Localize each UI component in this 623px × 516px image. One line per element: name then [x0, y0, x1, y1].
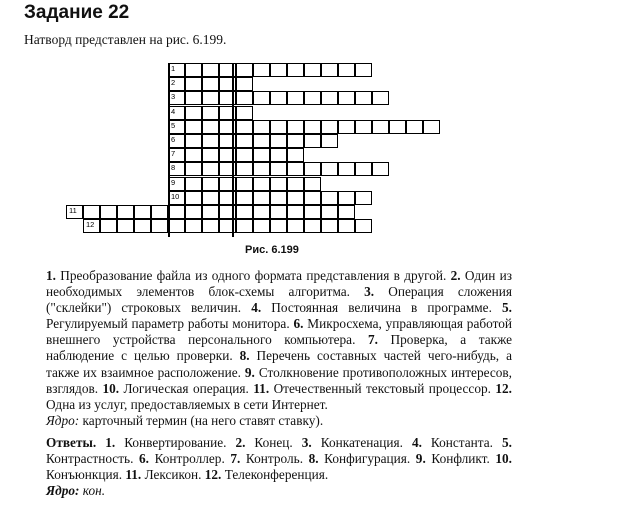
crossword-cell [287, 148, 304, 162]
crossword-cell [287, 177, 304, 191]
crossword-cell [355, 120, 372, 134]
item-text: Константа. [421, 434, 502, 450]
crossword-cell [117, 205, 134, 219]
crossword-cell [168, 205, 185, 219]
crossword-cell [253, 120, 270, 134]
crossword-cell [117, 219, 134, 233]
item-number: 9. [415, 451, 426, 467]
item-number: 1. [46, 268, 56, 283]
item-text: Постоянная величина в программе. [261, 300, 503, 316]
crossword-cell [270, 191, 287, 205]
crossword-cell [185, 106, 202, 120]
crossword-cell [287, 63, 304, 77]
crossword-cell [253, 148, 270, 162]
crossword-cell [134, 219, 151, 233]
crossword-cell [253, 91, 270, 105]
crossword-cell [236, 77, 253, 91]
crossword-cell [236, 205, 253, 219]
crossword-cell [287, 120, 304, 134]
crossword-row-number: 10 [171, 191, 180, 201]
crossword-cell [100, 219, 117, 233]
crossword-cell [355, 191, 372, 205]
crossword-cell [321, 91, 338, 105]
item-text: Конвертирование. [115, 434, 236, 450]
crossword-cell [372, 120, 389, 134]
crossword-cell [304, 134, 321, 148]
crossword-cell [202, 134, 219, 148]
crossword-cell [185, 162, 202, 176]
crossword-cell [321, 63, 338, 77]
crossword-cell [304, 120, 321, 134]
crossword-cell [355, 219, 372, 233]
crossword-cell [338, 63, 355, 77]
item-text: Проверка, а также наблюдение с целью проверки. [46, 332, 512, 364]
crossword-cell [185, 191, 202, 205]
clues-paragraph [46, 268, 512, 413]
item-number: 2. [235, 434, 246, 450]
crossword-cell [168, 191, 185, 205]
item-number: 6. [293, 316, 304, 332]
item-text: Лексикон. [141, 467, 205, 483]
crossword-cell [202, 191, 219, 205]
crossword-row-number: 4 [171, 106, 176, 116]
crossword-cell [83, 219, 100, 233]
item-text: Конъюнкция. [46, 467, 126, 483]
item-text: Контроллер. [148, 451, 231, 467]
item-text: Контроль. [240, 451, 309, 467]
crossword-cell [270, 120, 287, 134]
crossword-cell [270, 134, 287, 148]
crossword-cell [270, 148, 287, 162]
item-number: 5. [502, 434, 512, 450]
crossword-cell [270, 162, 287, 176]
item-text: Перечень составных частей чего-нибудь, а также их взаимное расположение. [46, 348, 512, 380]
crossword-cell [253, 177, 270, 191]
crossword-cell [185, 219, 202, 233]
crossword-cell [304, 162, 321, 176]
core-answer-label: Ядро: [46, 483, 80, 499]
item-text: Конфликт. [425, 451, 496, 467]
item-number: 12. [204, 467, 222, 483]
crossword-cell [270, 219, 287, 233]
core-clue-text: карточный термин (на него ставят ставку). [79, 412, 324, 428]
crossword-cell [253, 134, 270, 148]
crossword-row-number: 7 [171, 149, 176, 159]
crossword-cell [185, 177, 202, 191]
crossword-cell [287, 162, 304, 176]
crossword-row-number: 5 [171, 120, 176, 130]
item-number: 8. [239, 348, 250, 364]
item-number: 6. [139, 451, 149, 467]
item-number: 9. [244, 364, 255, 380]
item-number: 3. [364, 284, 375, 300]
crossword-cell [151, 205, 168, 219]
core-answer-text: кон. [79, 483, 106, 499]
crossword-cell [236, 191, 253, 205]
crossword-cell [304, 219, 321, 233]
crossword-cell [287, 205, 304, 219]
crossword-cell [168, 77, 185, 91]
item-text: Одна из услуг, предоставляемых в сети Интернет. [46, 396, 328, 412]
crossword-cell [236, 162, 253, 176]
crossword-cell [321, 205, 338, 219]
crossword-cell [304, 177, 321, 191]
crossword-cell [134, 205, 151, 219]
crossword-cell [236, 120, 253, 134]
item-number: 4. [251, 300, 262, 316]
crossword-cell [236, 134, 253, 148]
crossword-cell [236, 148, 253, 162]
crossword-cell [338, 120, 355, 134]
item-text: Конец. [245, 434, 302, 450]
crossword-cell [168, 219, 185, 233]
crossword-cell [236, 91, 253, 105]
item-number: 7. [230, 451, 241, 467]
crossword-cell [372, 162, 389, 176]
core-clue-label: Ядро: [46, 412, 80, 428]
item-text: Один из необходимых элементов блок-схемы алгоритма. [46, 268, 512, 300]
crossword-cell [355, 63, 372, 77]
crossword-cell [168, 134, 185, 148]
crossword-cell [185, 205, 202, 219]
crossword-cell [338, 162, 355, 176]
crossword-cell [185, 77, 202, 91]
crossword-cell [338, 91, 355, 105]
crossword-cell [168, 162, 185, 176]
core-answer [46, 483, 512, 499]
crossword-cell [202, 177, 219, 191]
crossword-cell [202, 91, 219, 105]
crossword-row-number: 6 [171, 135, 176, 144]
crossword-cell [236, 219, 253, 233]
crossword-cell [151, 219, 168, 233]
crossword-row-number: 8 [171, 163, 176, 173]
item-number: 10. [495, 451, 512, 467]
crossword-cell [83, 205, 100, 219]
core-column-left-border [168, 63, 170, 237]
item-text: Отечественный текстовый процессор. [269, 380, 496, 396]
crossword-cell [304, 205, 321, 219]
crossword-cell [355, 91, 372, 105]
item-number: 7. [368, 332, 378, 348]
crossword-cell [287, 91, 304, 105]
crossword-cell [338, 205, 355, 219]
crossword-cell [202, 106, 219, 120]
crossword-cell [202, 63, 219, 77]
crossword-cell [168, 177, 185, 191]
crossword-cell [253, 63, 270, 77]
item-number: 5. [502, 300, 512, 316]
item-text: Столкновение противоположных интересов, взглядов. [46, 364, 512, 396]
crossword-cell [236, 177, 253, 191]
crossword-row-number: 9 [171, 177, 176, 187]
crossword-cell [372, 91, 389, 105]
task-heading: Задание 22 [24, 2, 130, 23]
task-intro: Натворд представлен на рис. 6.199. [24, 32, 227, 47]
crossword-cell [270, 63, 287, 77]
crossword-cell [253, 162, 270, 176]
crossword-cell [185, 63, 202, 77]
crossword-cell [304, 91, 321, 105]
item-text: Конфигурация. [318, 451, 416, 467]
crossword-cell [270, 205, 287, 219]
crossword-cell [202, 162, 219, 176]
clues-block [46, 268, 512, 499]
crossword-cell [321, 219, 338, 233]
item-text: Микросхема, управляющая работой внешнего устройства персонального компьютера. [46, 316, 512, 348]
crossword-cell [185, 91, 202, 105]
crossword-cell [389, 120, 406, 134]
crossword-cell [338, 219, 355, 233]
crossword-cell [270, 91, 287, 105]
crossword-cell [185, 148, 202, 162]
crossword-cell [66, 205, 83, 219]
crossword-cell [321, 162, 338, 176]
crossword-cell [270, 177, 287, 191]
crossword-cell [253, 191, 270, 205]
crossword-cell [236, 106, 253, 120]
core-column-right-border [232, 63, 234, 237]
crossword-cell [287, 219, 304, 233]
item-number: 1. [105, 434, 116, 450]
item-text: Операция сложения ("склейки") строковых величин. [46, 284, 512, 316]
crossword-cell [253, 205, 270, 219]
item-number: 11. [253, 380, 270, 396]
crossword-cell [406, 120, 423, 134]
crossword-cell [202, 120, 219, 134]
crossword-cell [236, 63, 253, 77]
crossword-cell [321, 191, 338, 205]
crossword-cell [304, 191, 321, 205]
crossword-cell [202, 219, 219, 233]
crossword-row-number: 1 [171, 64, 176, 73]
crossword-cell [202, 77, 219, 91]
crossword-row-number: 2 [171, 78, 176, 88]
item-number: 3. [301, 434, 312, 450]
crossword-cell [185, 120, 202, 134]
item-number: 10. [102, 380, 120, 396]
crossword-cell [168, 120, 185, 134]
item-text: Преобразование файла из одного формата представления в другой. [55, 268, 451, 283]
item-text: Регулируемый параметр работы монитора. [46, 316, 294, 332]
item-text: Логическая операция. [119, 380, 254, 396]
crossword-row-number: 3 [171, 92, 176, 102]
crossword-row-number: 12 [86, 220, 95, 230]
item-number: 4. [411, 434, 422, 450]
crossword-cell [100, 205, 117, 219]
crossword-cell [304, 63, 321, 77]
item-text: Контрастность. [46, 451, 139, 467]
item-number: 12. [495, 380, 512, 396]
answers-paragraph [46, 435, 512, 483]
answers-label: Ответы. [46, 434, 106, 450]
crossword-row-number: 11 [69, 206, 77, 215]
crossword-cell [168, 148, 185, 162]
crossword-cell [168, 91, 185, 105]
core-clue [46, 413, 512, 429]
crossword-cell [168, 106, 185, 120]
crossword-cell [423, 120, 440, 134]
crossword-cell [185, 134, 202, 148]
crossword-cell [321, 120, 338, 134]
crossword-cell [202, 205, 219, 219]
crossword-cell [202, 148, 219, 162]
item-number: 11. [125, 467, 142, 483]
item-number: 8. [308, 451, 319, 467]
crossword-cell [338, 191, 355, 205]
crossword-cell [321, 134, 338, 148]
crossword-cell [168, 63, 185, 77]
crossword-cell [287, 191, 304, 205]
figure-caption: Рис. 6.199 [245, 244, 299, 256]
item-text: Телеконференция. [221, 467, 329, 483]
crossword-cell [253, 219, 270, 233]
crossword-cell [287, 134, 304, 148]
crossword-cell [355, 162, 372, 176]
item-number: 2. [450, 268, 461, 283]
item-text: Конкатенация. [311, 434, 412, 450]
